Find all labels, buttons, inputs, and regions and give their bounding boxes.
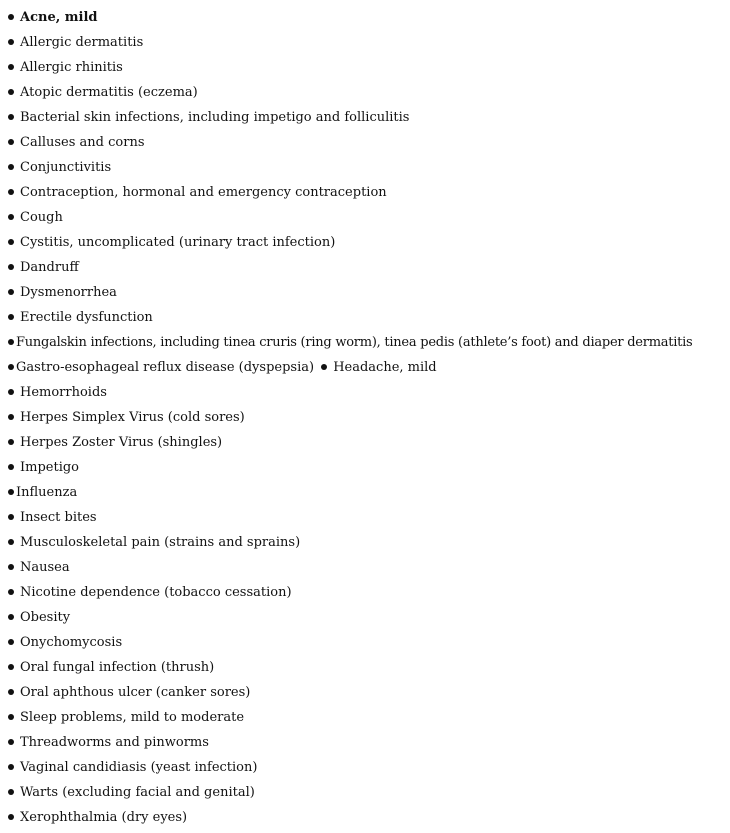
- list-item-text: Threadworms and pinworms: [20, 735, 209, 750]
- list-item: [8, 555, 692, 580]
- list-item-text: Sleep problems, mild to moderate: [20, 710, 245, 725]
- list-item: [8, 755, 692, 780]
- list-item-text: Cystitis, uncomplicated (urinary tract infection): [20, 235, 336, 250]
- bullet-icon: [8, 514, 14, 520]
- bullet-icon: [8, 39, 14, 45]
- bullet-icon: [8, 189, 14, 195]
- list-item-text: Obesity: [20, 610, 71, 625]
- bullet-icon: [8, 264, 14, 270]
- bullet-icon: [8, 439, 14, 445]
- list-item-text: Herpes Simplex Virus (cold sores): [20, 410, 245, 425]
- list-item: [8, 505, 692, 530]
- list-item: [8, 255, 692, 280]
- bullet-icon: [8, 139, 14, 145]
- bullet-icon: [8, 489, 14, 495]
- list-item: [8, 630, 692, 655]
- list-item: [8, 605, 692, 630]
- list-item: [8, 305, 692, 330]
- list-item: [8, 230, 692, 255]
- list-item: [8, 80, 692, 105]
- condition-list: [8, 5, 692, 830]
- bullet-icon: [8, 89, 14, 95]
- list-item-text: Xerophthalmia (dry eyes): [20, 810, 188, 825]
- list-item-text: Atopic dermatitis (eczema): [20, 85, 198, 100]
- bullet-icon: [8, 564, 14, 570]
- bullet-icon: [8, 339, 14, 345]
- list-item: [8, 355, 692, 380]
- bullet-icon: [8, 539, 14, 545]
- list-item: [8, 180, 692, 205]
- list-item: [8, 405, 692, 430]
- list-item-text: Calluses and corns: [20, 135, 145, 150]
- list-item-text: Oral fungal infection (thrush): [20, 660, 215, 675]
- list-item: [8, 705, 692, 730]
- bullet-icon: [8, 64, 14, 70]
- bullet-icon: [8, 814, 14, 820]
- bullet-icon: [8, 314, 14, 320]
- list-item: [8, 430, 692, 455]
- list-item-text: Dysmenorrhea: [20, 285, 117, 300]
- bullet-icon: [8, 689, 14, 695]
- list-item: [8, 805, 692, 830]
- list-item-text: Acne, mild: [20, 10, 98, 25]
- list-item-text: Insect bites: [20, 510, 97, 525]
- bullet-icon: [8, 239, 14, 245]
- bullet-icon: [8, 414, 14, 420]
- list-item-text: Vaginal candidiasis (yeast infection): [20, 760, 258, 775]
- bullet-icon: [8, 289, 14, 295]
- list-item-text: Fungalskin infections, including tinea cruris (ring worm), tinea pedis (athlete’s foot) and diaper dermatitis: [16, 335, 693, 350]
- list-item: [8, 480, 692, 505]
- bullet-icon: [8, 739, 14, 745]
- bullet-icon: [8, 714, 14, 720]
- list-item: [8, 530, 692, 555]
- list-item-text: Nicotine dependence (tobacco cessation): [20, 585, 292, 600]
- bullet-icon: [8, 464, 14, 470]
- bullet-icon: [8, 114, 14, 120]
- list-item-text: Allergic rhinitis: [20, 60, 123, 75]
- bullet-icon: [321, 364, 327, 370]
- list-item: [8, 155, 692, 180]
- list-item-text: Contraception, hormonal and emergency contraception: [20, 185, 387, 200]
- bullet-icon: [8, 764, 14, 770]
- list-item-text: Musculoskeletal pain (strains and sprains): [20, 535, 301, 550]
- list-item: [8, 655, 692, 680]
- list-item: [8, 330, 692, 355]
- list-item-text: Warts (excluding facial and genital): [20, 785, 255, 800]
- list-item: [8, 5, 692, 30]
- list-item-text: Nausea: [20, 560, 70, 575]
- list-item: [8, 130, 692, 155]
- list-item-text: Onychomycosis: [20, 635, 123, 650]
- list-item: [8, 780, 692, 805]
- list-item-text: Conjunctivitis: [20, 160, 112, 175]
- bullet-icon: [8, 614, 14, 620]
- list-item-text: Dandruff: [20, 260, 79, 275]
- bullet-icon: [8, 639, 14, 645]
- list-item: [8, 680, 692, 705]
- list-item: [8, 280, 692, 305]
- list-item-text: Headache, mild: [333, 360, 437, 375]
- list-item: [8, 580, 692, 605]
- bullet-icon: [8, 214, 14, 220]
- list-item: [8, 730, 692, 755]
- list-item: [8, 105, 692, 130]
- list-item: [8, 30, 692, 55]
- list-item-text: Influenza: [16, 485, 78, 500]
- bullet-icon: [8, 14, 14, 20]
- bullet-icon: [8, 389, 14, 395]
- list-item-text: Impetigo: [20, 460, 80, 475]
- list-item-text: Erectile dysfunction: [20, 310, 153, 325]
- bullet-icon: [8, 164, 14, 170]
- list-item: [8, 205, 692, 230]
- list-item: [8, 380, 692, 405]
- list-item-text: Gastro-esophageal reflux disease (dyspepsia): [16, 360, 315, 375]
- list-item-text: Allergic dermatitis: [20, 35, 144, 50]
- bullet-icon: [8, 589, 14, 595]
- bullet-icon: [8, 789, 14, 795]
- list-item-text: Bacterial skin infections, including impetigo and folliculitis: [20, 110, 410, 125]
- list-item: [8, 455, 692, 480]
- list-item: [8, 55, 692, 80]
- list-item-text: Herpes Zoster Virus (shingles): [20, 435, 223, 450]
- list-item-text: Cough: [20, 210, 63, 225]
- bullet-icon: [8, 364, 14, 370]
- bullet-icon: [8, 664, 14, 670]
- list-item-text: Oral aphthous ulcer (canker sores): [20, 685, 251, 700]
- list-item-text: Hemorrhoids: [20, 385, 107, 400]
